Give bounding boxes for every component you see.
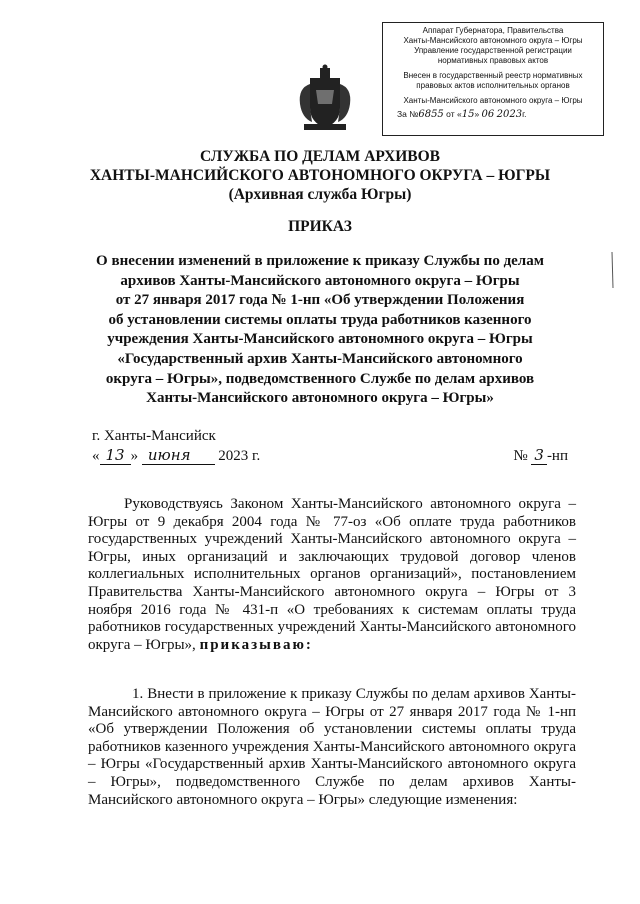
coat-of-arms-emblem [296, 64, 354, 134]
stamp-line: Управление государственной регистрации [414, 46, 572, 55]
stamp-line: Внесен в государственный реестр нормативных [403, 71, 583, 80]
document-number: № 3 -нп [513, 446, 568, 464]
scan-mark [606, 250, 618, 290]
stamp-registration-number: За №6855 от «15» 06 2023г. [397, 109, 527, 120]
document-title: О внесении изменений в приложение к приказу Службы по делам архивов Ханты-Мансийского автономного округа – Югры от 27 января 2017 года № 1-нп «Об утверждении Положения об установлении системы оплаты труда работников казенного учреждения Ханты-Мансийского автономного округа – Югры «Государственный архив Ханты-Мансийского автономного округа – Югры», подведомственного Службе по делам архивов Ханты-Мансийского автономного округа – Югры» [96, 253, 544, 407]
stamp-line: Аппарат Губернатора, Правительства [422, 26, 564, 35]
issue-date: « 13 » июня 2023 г. [92, 446, 261, 464]
organization-name: СЛУЖБА ПО ДЕЛАМ АРХИВОВ ХАНТЫ-МАНСИЙСКОГО АВТОНОМНОГО ОКРУГА – ЮГРЫ (Архивная служба Югры) [89, 148, 551, 203]
stamp-line: нормативных правовых актов [437, 56, 549, 65]
clause-1-paragraph: 1. Внести в приложение к приказу Службы по делам архивов Ханты-Мансийского автономного округа – Югры от 27 января 2017 года № 1-нп «Об утверждении Положения об установлении системы оплаты труда работников казенного учреждения Ханты-Мансийского автономного округа – Югры «Государственный архив Ханты-Мансийского автономного округа – Югры», подведомственного Службе по делам архивов Ханты-Мансийского автономного округа – Югры» следующие изменения: [88, 686, 576, 808]
registration-stamp [382, 22, 604, 136]
order-keyword: приказываю: [199, 636, 313, 653]
stamp-line: Ханты-Мансийского автономного округа – Югры [403, 36, 583, 45]
stamp-line: правовых актов исполнительных органов [416, 81, 570, 90]
preamble-paragraph: Руководствуясь Законом Ханты-Мансийского автономного округа – Югры от 9 декабря 2004 года № 77-оз «Об оплате труда работников государственных учреждений Ханты-Мансийского автономного округа – Югры, иных организаций и заключающих трудовой договор членов коллегиальных исполнительных органов организаций», постановлением Правительства Ханты-Мансийского автономного округа – Югры от 3 ноября 2016 года № 431-п «О требованиях к системам оплаты труда работников государственных учреждений Ханты-Мансийского автономного округа – Югры», приказываю: [88, 496, 576, 653]
document-type: ПРИКАЗ [288, 218, 352, 235]
stamp-line: Ханты-Мансийского автономного округа – Югры [403, 96, 583, 105]
issue-place: г. Ханты-Мансийск [92, 428, 216, 444]
